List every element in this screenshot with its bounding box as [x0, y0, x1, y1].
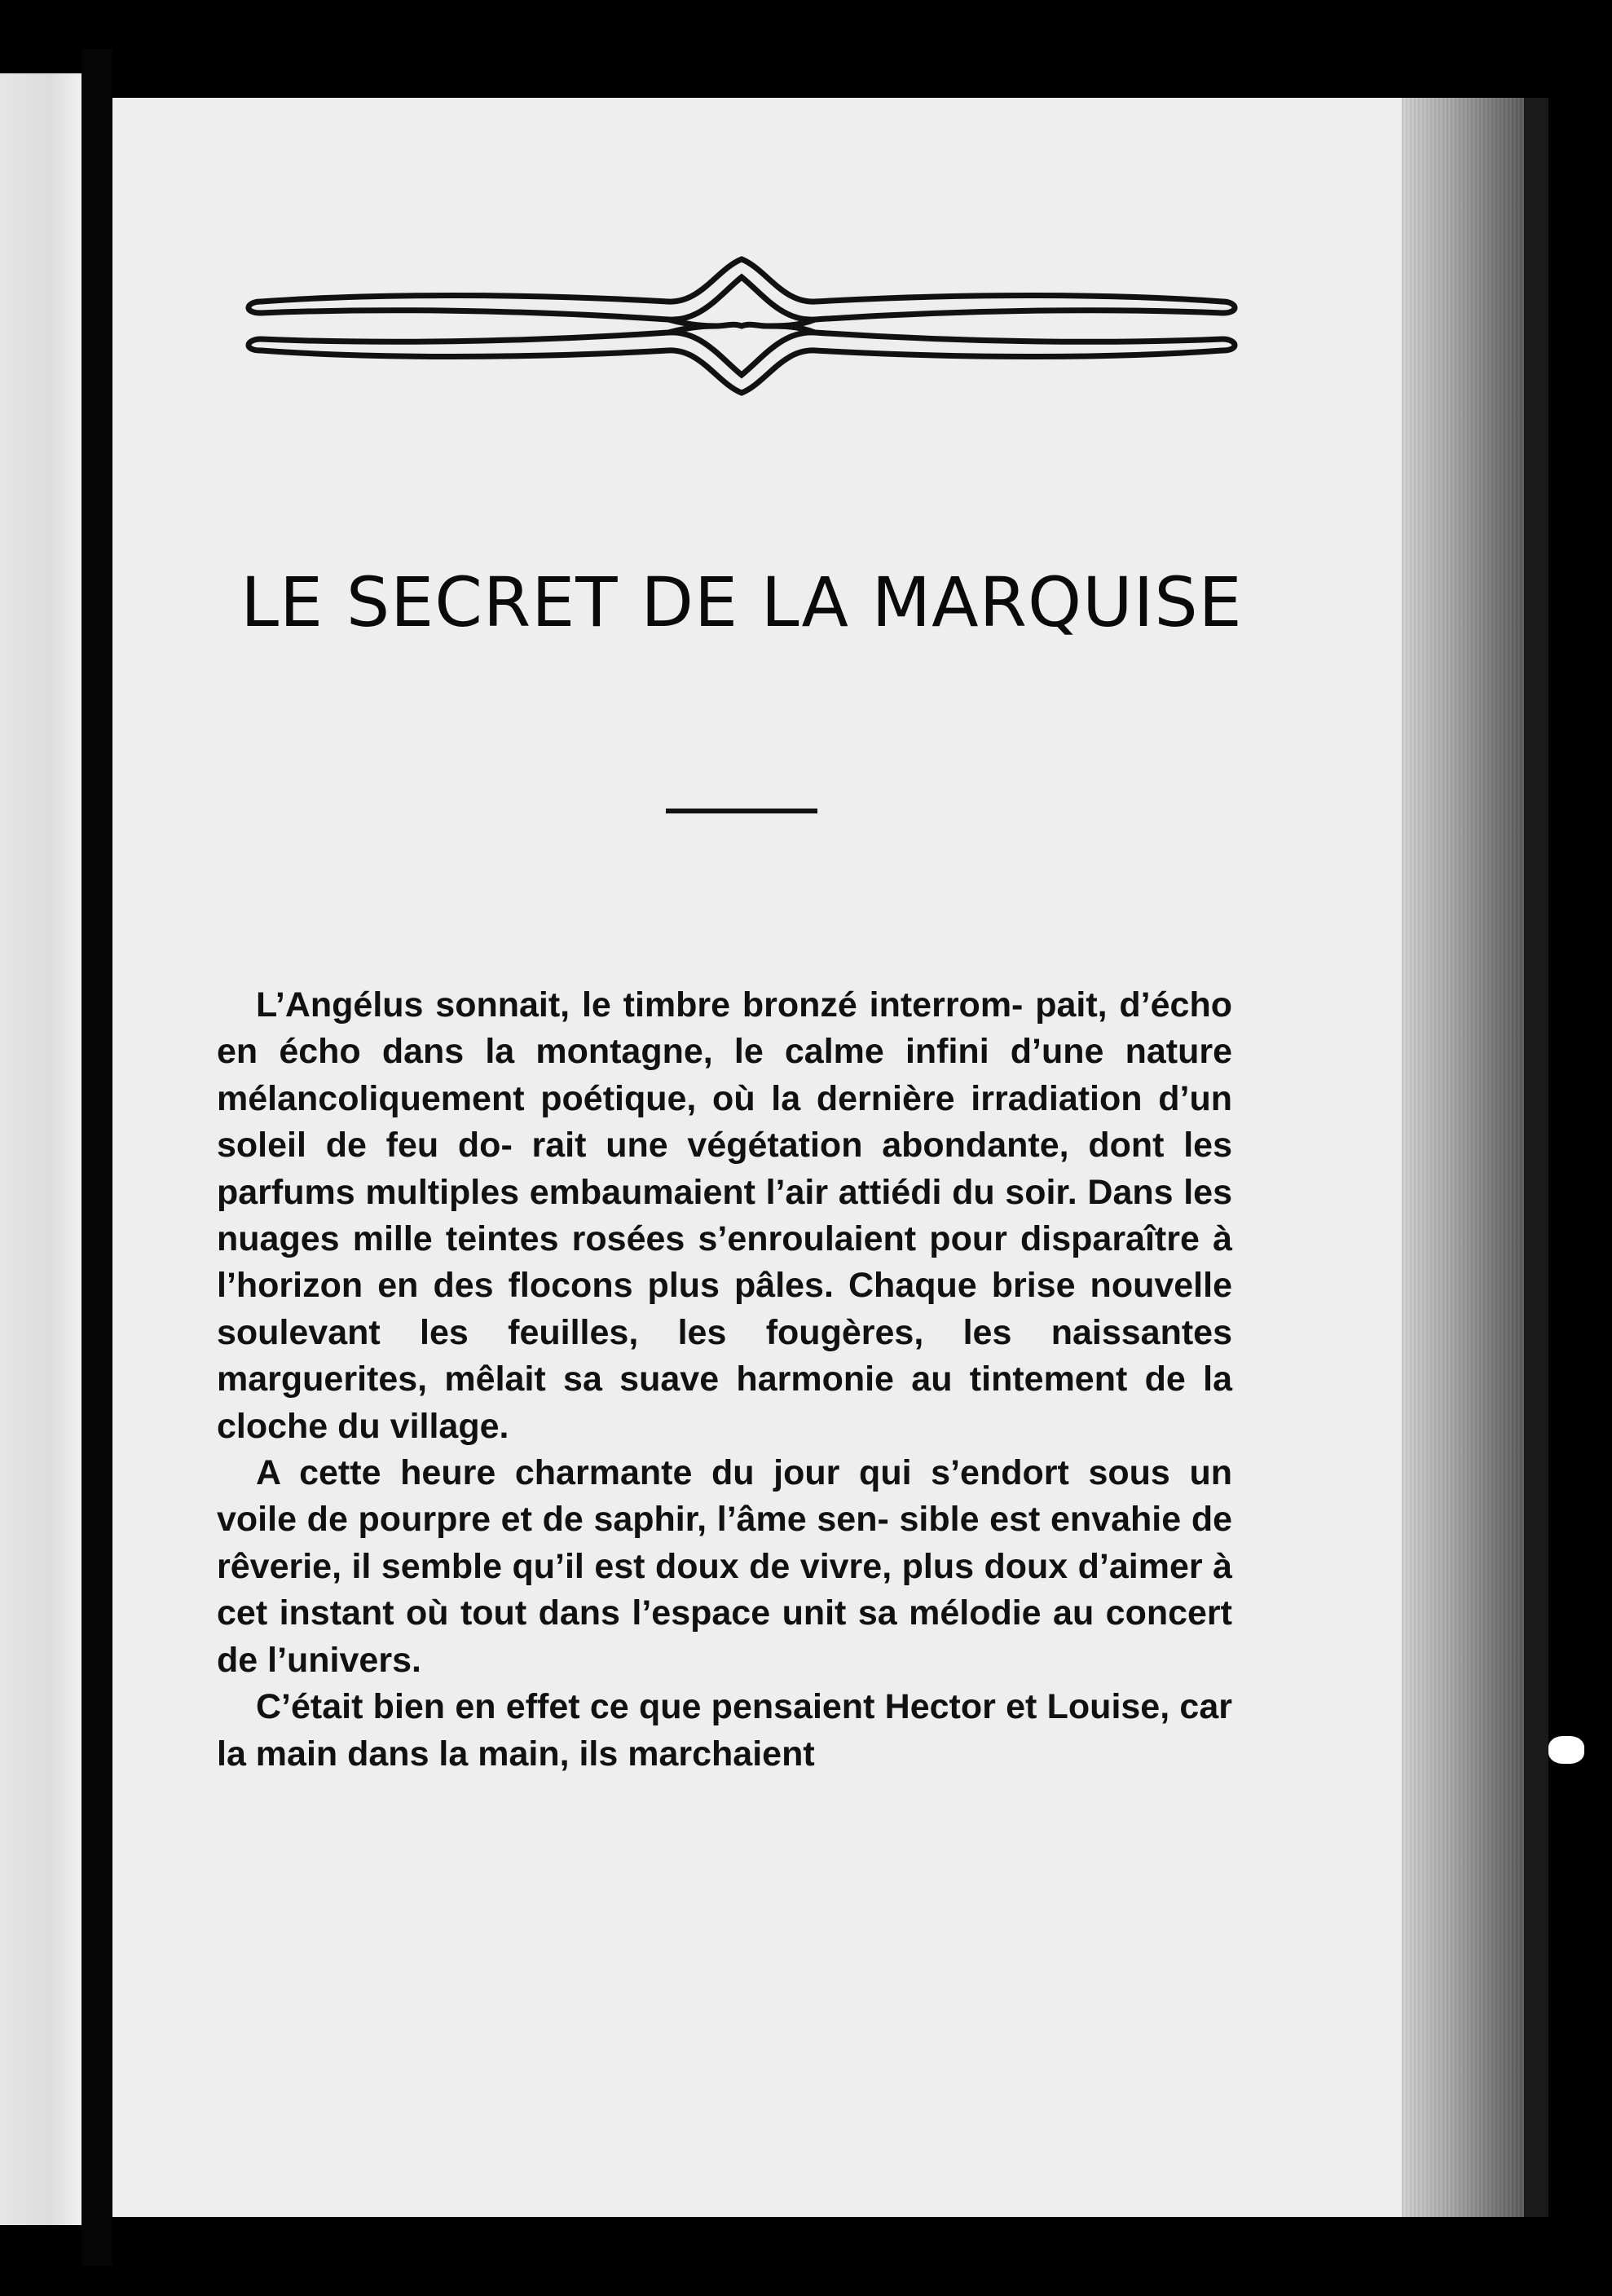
paragraph: L’Angélus sonnait, le timbre bronzé interrom- pait, d’écho en écho dans la montagne, le calme infini d’une nature mélancoliquement poétique, où la dernière irradiation d’un soleil de feu do- rait une végétation abondante, dont les parfums multiples embaumaient l’air attiédi du soir. Dans les nuages mille teintes rosées s’enroulaient pour disparaître à l’horizon en des flocons plus pâles. Chaque brise nouvelle soulevant les feuilles, les fougères, les naissantes marguerites, mêlait sa suave harmonie au tintement de la cloche du village.: [217, 985, 1232, 1446]
book-gutter: [81, 49, 112, 2266]
book-cover-edge: [1524, 98, 1548, 2217]
title-divider: [666, 809, 817, 813]
page-block-edge: [1402, 98, 1540, 2217]
chapter-title: LE SECRET DE LA MARQUISE: [240, 562, 1243, 642]
paragraph: C’était bien en effet ce que pensaient Hector et Louise, car la main dans la main, ils marchaient: [217, 1687, 1232, 1774]
scan-artifact: [1548, 1736, 1584, 1764]
decorative-ornament-icon: [228, 245, 1255, 408]
facing-page-edge: [0, 73, 81, 2225]
paragraph: A cette heure charmante du jour qui s’endort sous un voile de pourpre et de saphir, l’âme sen- sible est envahie de rêverie, il semble qu’il est doux de vivre, plus doux d’aimer à cet instant où tout dans l’espace unit sa mélodie au concert de l’univers.: [217, 1453, 1232, 1680]
chapter-body: [217, 982, 1232, 1778]
